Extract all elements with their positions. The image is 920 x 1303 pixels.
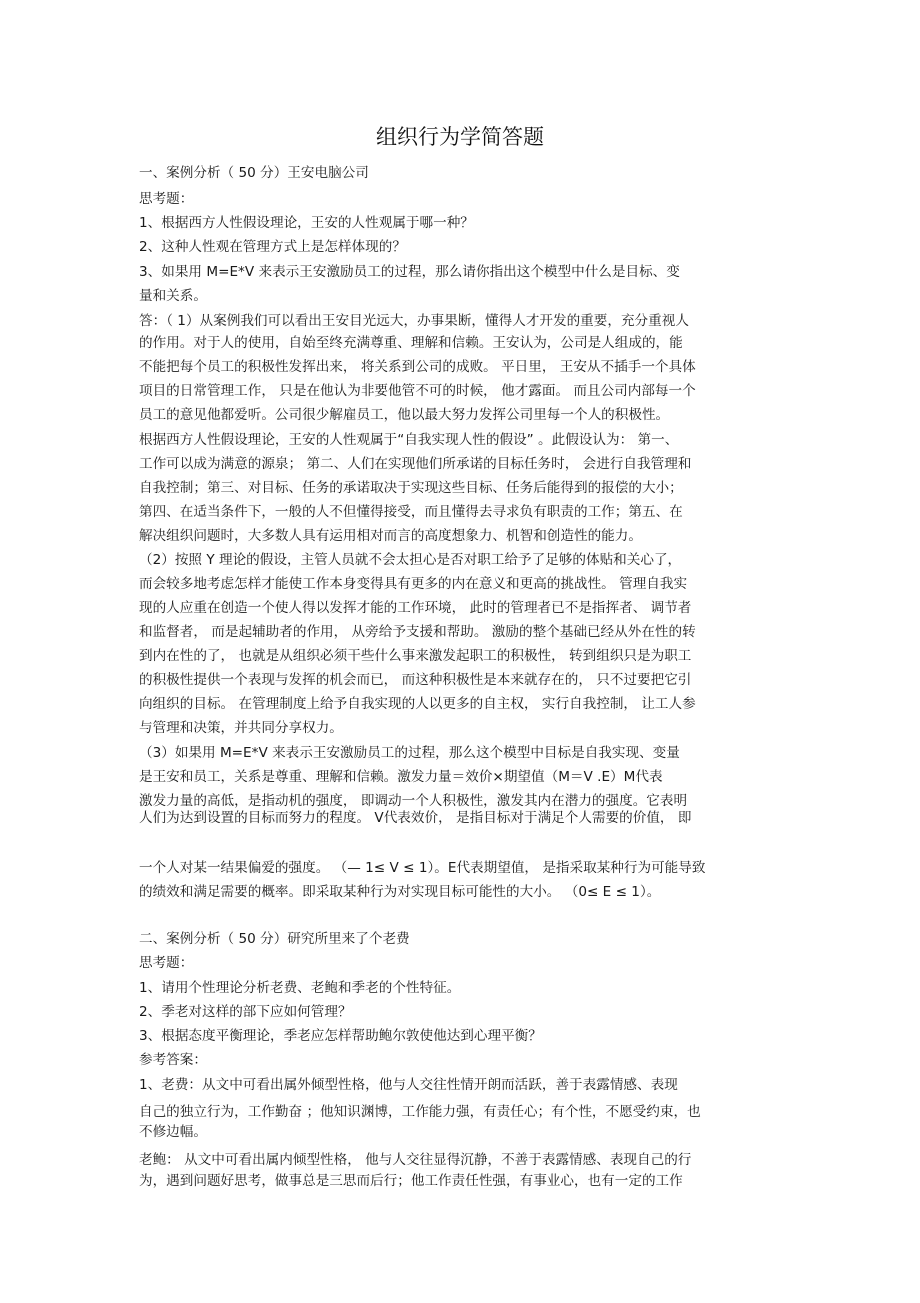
text-line: 1、根据西方人性假设理论，王安的人性观属于哪一种？ xyxy=(139,215,474,231)
text-line: 向组织的目标。 在管理制度上给予自我实现的人以更多的自主权， 实行自我控制， 让工人参 xyxy=(139,696,696,712)
text-line: 的绩效和满足需要的概率。即采取某种行为对实现目标可能性的大小。 （0≤ E ≤ 1）。 xyxy=(139,884,661,900)
text-line: 思考题： xyxy=(139,191,194,207)
text-line: 第四、在适当条件下，一般的人不但懂得接受，而且懂得去寻求负有职责的工作；第五、在 xyxy=(139,504,683,520)
text-line: 为，遇到问题好思考，做事总是三思而后行；他工作责任性强，有事业心，也有一定的工作 xyxy=(139,1173,683,1189)
text-line: 3、如果用 M=E*V 来表示王安激励员工的过程，那么请你指出这个模型中什么是目标、变 xyxy=(139,264,680,280)
text-line: 根据西方人性假设理论，王安的人性观属于“自我实现人性的假设” 。此假设认为： 第一、 xyxy=(139,432,679,448)
text-line: 1、请用个性理论分析老费、老鲍和季老的个性特征。 xyxy=(139,980,461,996)
text-line: 是王安和员工，关系是尊重、理解和信赖。激发力量＝效价×期望值（M＝V .E）M代表 xyxy=(139,769,663,785)
text-line: 而会较多地考虑怎样才能使工作本身变得具有更多的内在意义和更高的挑战性。 管理自我实 xyxy=(139,576,688,592)
text-line: 项目的日常管理工作， 只是在他认为非要他管不可的时候， 他才露面。 而且公司内部每一个 xyxy=(139,383,696,399)
text-line: 人们为达到设置的目标而努力的程度。 V代表效价， 是指目标对于满足个人需要的价值， 即 xyxy=(139,810,692,826)
document-title: 组织行为学简答题 xyxy=(376,125,544,149)
text-line: （2）按照 Y 理论的假设，主管人员就不会太担心是否对职工给予了足够的体贴和关心了， xyxy=(139,552,682,568)
text-line: 解决组织问题时，大多数人具有运用相对而言的高度想象力、机智和创造性的能力。 xyxy=(139,528,642,544)
section-heading-2: 二、案例分析（ 50 分）研究所里来了个老费 xyxy=(139,931,410,947)
text-line: 的作用。对于人的使用，自始至终充满尊重、理解和信赖。王安认为，公司是人组成的，能 xyxy=(139,335,683,351)
text-line: 自己的独立行为，工作勤奋 ；他知识渊博，工作能力强，有责任心；有个性，不愿受约束，也 xyxy=(139,1104,701,1120)
text-line: 自我控制；第三、对目标、任务的承诺取决于实现这些目标、任务后能得到的报偿的大小； xyxy=(139,480,683,496)
section-heading-1: 一、案例分析（ 50 分）王安电脑公司 xyxy=(139,165,369,181)
text-line: 1、老费：从文中可看出属外倾型性格，他与人交往性情开朗而活跃，善于表露情感、表现 xyxy=(139,1077,678,1093)
text-line: 到内在性的了， 也就是从组织必须干些什么事来激发起职工的积极性， 转到组织只是为职工 xyxy=(139,648,692,664)
text-line: 答：（ 1）从案例我们可以看出王安目光远大，办事果断，懂得人才开发的重要，充分重视人 xyxy=(139,313,689,329)
text-line: 一个人对某一结果偏爱的强度。 （— 1≤ V ≤ 1）。E代表期望值， 是指采取某种行为可能导致 xyxy=(139,860,706,876)
text-line: 量和关系。 xyxy=(139,288,207,304)
text-line: 工作可以成为满意的源泉； 第二、人们在实现他们所承诺的目标任务时， 会进行自我管理和 xyxy=(139,456,692,472)
text-line: 的积极性提供一个表现与发挥的机会而已， 而这种积极性是本来就存在的， 只不过要把它引 xyxy=(139,672,692,688)
text-line: 2、季老对这样的部下应如何管理？ xyxy=(139,1004,352,1020)
text-line: 现的人应重在创造一个使人得以发挥才能的工作环境， 此时的管理者已不是指挥者、 调节者 xyxy=(139,600,692,616)
text-line: 员工的意见他都爱听。公司很少解雇员工，他以最大努力发挥公司里每一个人的积极性。 xyxy=(139,407,670,423)
text-line: 激发力量的高低，是指动机的强度， 即调动一个人积极性，激发其内在潜力的强度。它表明 xyxy=(139,793,688,809)
text-line: 不能把每个员工的积极性发挥出来， 将关系到公司的成败。 平日里， 王安从不插手一个具体 xyxy=(139,359,696,375)
text-line: （3）如果用 M=E*V 来表示王安激励员工的过程，那么这个模型中目标是自我实现、变量 xyxy=(139,745,680,761)
text-line: 思考题： xyxy=(139,955,194,971)
text-line: 参考答案： xyxy=(139,1052,207,1068)
text-line: 老鲍： 从文中可看出属内倾型性格， 他与人交往显得沉静，不善于表露情感、表现自己的行 xyxy=(139,1152,692,1168)
text-line: 与管理和决策，并共同分享权力。 xyxy=(139,720,343,736)
text-line: 和监督者， 而是起辅助者的作用， 从旁给予支援和帮助。 激励的整个基础已经从外在性的转 xyxy=(139,624,696,640)
text-line: 不修边幅。 xyxy=(139,1124,207,1140)
text-line: 3、根据态度平衡理论，季老应怎样帮助鲍尔敦使他达到心理平衡？ xyxy=(139,1028,542,1044)
text-line: 2、这种人性观在管理方式上是怎样体现的？ xyxy=(139,239,406,255)
